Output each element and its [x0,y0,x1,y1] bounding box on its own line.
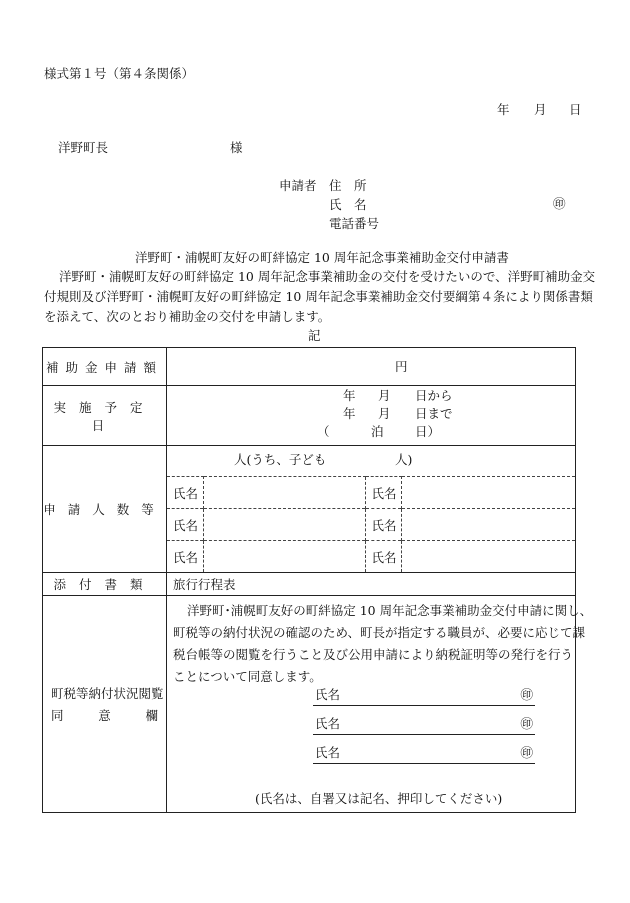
people-value-cell [167,446,576,573]
stay-open-paren: （ [317,424,330,439]
schedule-to-month: 月 [378,406,391,421]
amount-value-cell[interactable] [167,348,576,386]
people-label: 申請人数等 [43,502,166,517]
amount-label: 補助金申請額 [45,359,163,375]
addressee-name: 洋野町長 [58,140,109,155]
attachment-value: 旅行行程表 [167,573,576,596]
date-year: 年 [497,102,510,117]
amount-unit: 円 [395,359,408,374]
people-name-row [167,509,575,541]
schedule-from-month: 月 [378,388,391,403]
intro-line: 洋野町・浦幌町友好の町絆協定 10 周年記念事業補助金の交付を受けたいので、洋野町補助金交 [59,269,596,284]
amount-row [43,348,576,386]
schedule-value-cell[interactable] [167,386,576,446]
attachment-row [43,573,576,596]
consent-value-cell [167,596,593,813]
schedule-to-day: 日まで [415,406,453,421]
signature-line[interactable] [313,718,535,735]
people-name-row [167,477,575,509]
addressee-honorific: 様 [230,140,243,155]
consent-line: ことについて同意します。 [173,669,322,684]
applicant-address-label: 住 所 [329,178,367,193]
schedule-label: 実施予定日 [53,399,156,433]
document-title: 洋野町・浦幌町友好の町絆協定 10 周年記念事業補助金交付申請書 [135,250,509,265]
applicant-seal: ㊞ [553,196,566,211]
signature-line[interactable] [313,747,535,764]
intro-line: 付規則及び洋野町・浦幌町友好の町絆協定 10 周年記念事業補助金交付要綱第４条により関係書類 [44,289,593,304]
consent-note: (氏名は、自署又は記名、押印してください) [255,791,503,806]
name-field[interactable] [203,477,365,509]
consent-line: 洋野町･浦幌町友好の町絆協定 10 周年記念事業補助金交付申請に関し、 [187,603,593,618]
consent-line: 税台帳等の閲覧を行うこと及び公用申請により納税証明等の発行を行う [173,647,574,662]
intro-paragraph [44,267,596,327]
attachment-label: 添付書類 [53,577,156,592]
signature-name-label: 氏名 [315,716,341,731]
name-field[interactable] [203,509,365,541]
name-field[interactable] [203,541,365,573]
people-name-row [167,541,575,573]
name-field[interactable] [401,509,575,541]
name-field[interactable] [401,477,575,509]
signature-name-label: 氏名 [315,687,341,702]
applicant-phone-label: 電話番号 [329,216,380,231]
stay-days: 日） [415,424,441,439]
people-summary[interactable] [167,446,575,476]
name-label: 氏名 [365,541,401,573]
signature-line[interactable] [313,689,535,706]
schedule-to-year: 年 [343,406,356,421]
amount-label-cell [43,348,167,386]
signature-seal: ㊞ [520,745,533,760]
name-field[interactable] [401,541,575,573]
applicant-name-label: 氏 名 [329,197,367,212]
date-day: 日 [569,102,582,117]
ki-label: 記 [308,328,321,343]
people-summary-a: 人(うち、子ども [234,452,327,467]
date-month: 月 [534,102,547,117]
name-label: 氏名 [167,509,203,541]
schedule-from-day: 日から [415,388,453,403]
schedule-row [43,386,576,446]
form-number: 様式第１号（第４条関係） [44,66,195,81]
consent-label-line1: 町税等納付状況閲覧 [51,686,164,701]
signature-seal: ㊞ [520,687,533,702]
application-table [42,347,593,813]
name-label: 氏名 [365,477,401,509]
consent-text [173,600,593,688]
consent-row [43,596,576,813]
signature-name-label: 氏名 [315,745,341,760]
consent-label-line2: 同 意 欄 [51,708,158,723]
consent-line: 町税等の納付状況の確認のため、町長が指定する職員が、必要に応じて課 [173,625,586,640]
signature-seal: ㊞ [520,716,533,731]
intro-line: を添えて、次のとおり補助金の交付を申請します。 [44,309,331,324]
applicant-label: 申請者 [279,178,317,193]
people-names-table [167,476,575,572]
name-label: 氏名 [167,541,203,573]
schedule-from-year: 年 [343,388,356,403]
people-summary-b: 人) [395,452,413,467]
name-label: 氏名 [365,509,401,541]
people-row [43,446,576,573]
stay-nights: 泊 [371,424,384,439]
name-label: 氏名 [167,477,203,509]
